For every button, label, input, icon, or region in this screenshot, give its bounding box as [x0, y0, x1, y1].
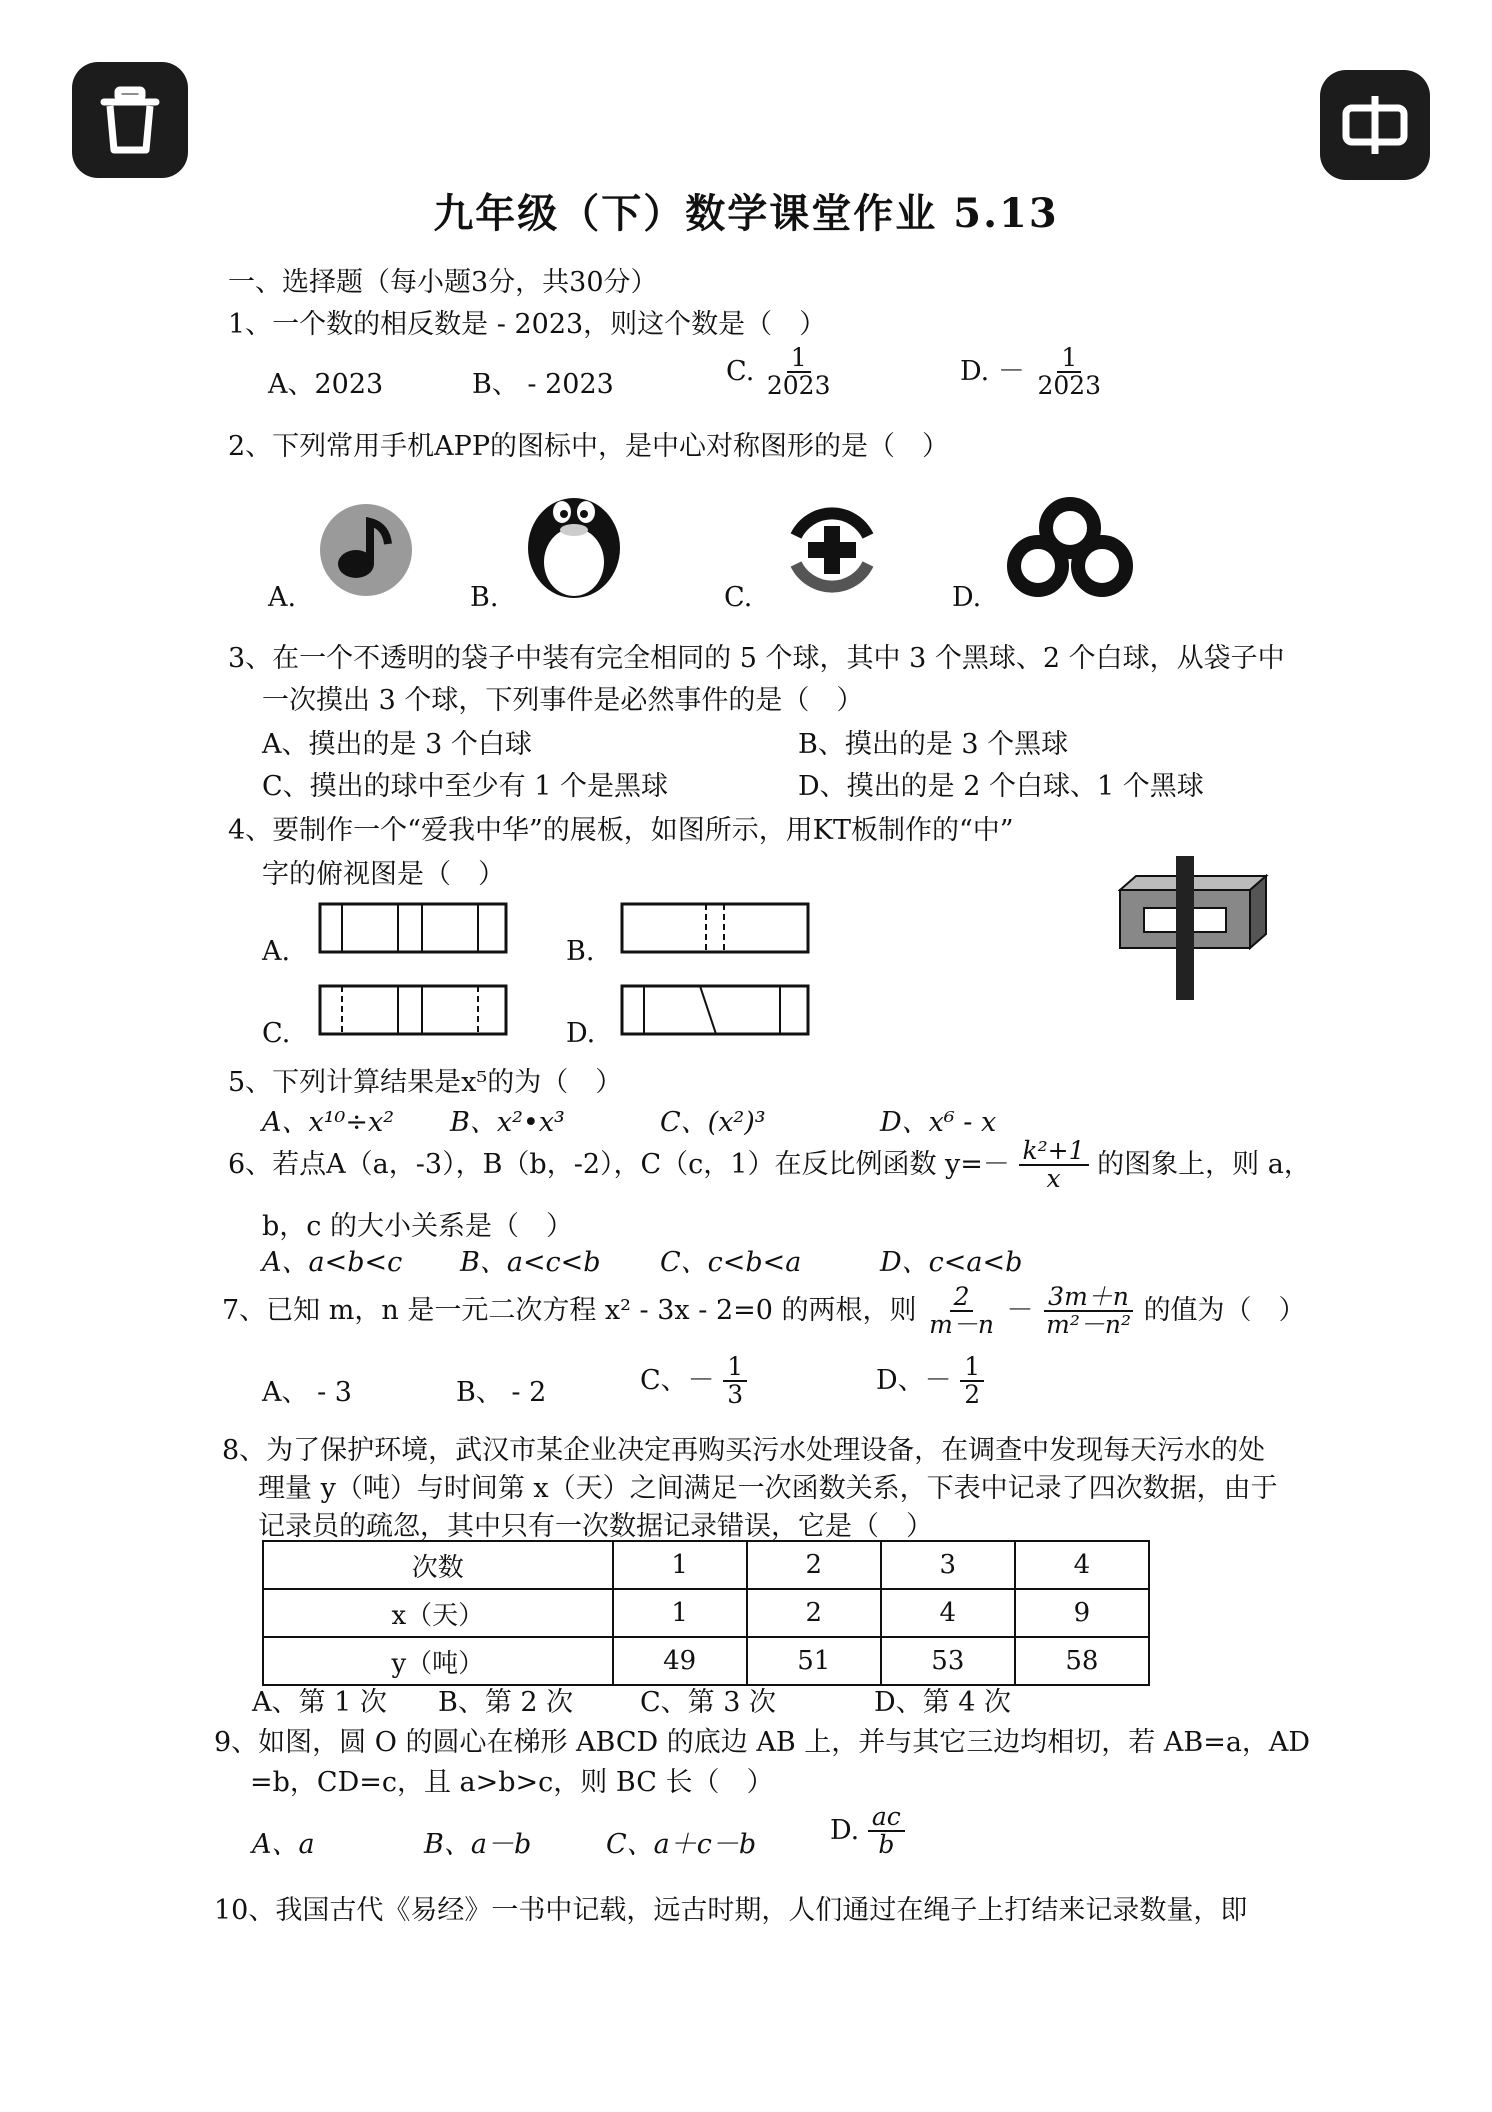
- chinese-input-icon: [1340, 92, 1410, 158]
- minus-sign: －: [1006, 1294, 1034, 1326]
- q4-option-d: D.: [566, 1018, 596, 1049]
- fraction-denominator: m²－n²: [1046, 1310, 1131, 1340]
- q1-option-d-fraction: [1033, 345, 1105, 400]
- fraction-numerator: 2: [950, 1284, 974, 1312]
- q4-option-b: B.: [566, 936, 595, 967]
- q6-option-b: B、a<c<b: [460, 1247, 601, 1278]
- q4-option-a-figure: [318, 900, 508, 956]
- q8-data-table: [262, 1540, 1150, 1686]
- q7-option-c-label: C、－: [640, 1364, 715, 1396]
- q9-option-d-label: D.: [830, 1814, 860, 1846]
- q9-stem-line1: 9、如图，圆 O 的圆心在梯形 ABCD 的底边 AB 上，并与其它三边均相切，若 AB=a，AD: [214, 1727, 1311, 1758]
- q2-stem: 2、下列常用手机APP的图标中，是中心对称图形的是（ ）: [228, 431, 950, 462]
- trash-icon: [98, 86, 162, 154]
- q1-option-c: [726, 345, 835, 400]
- q7-stem: [222, 1284, 1306, 1339]
- fraction-denominator: m－n: [929, 1310, 994, 1340]
- q2-option-c: C.: [724, 582, 753, 613]
- q3-stem-line2: 一次摸出 3 个球，下列事件是必然事件的是（ ）: [262, 685, 864, 716]
- q2-option-b: B.: [470, 582, 499, 613]
- table-cell: 58: [1015, 1637, 1149, 1685]
- q4-option-c-figure: [318, 982, 508, 1038]
- fraction-numerator: 1: [960, 1354, 984, 1382]
- q6-stem-line1: [228, 1138, 1311, 1193]
- q7-fraction-2: [1042, 1284, 1135, 1339]
- fraction-denominator: b: [878, 1830, 895, 1860]
- q10-stem-line1: 10、我国古代《易经》一书中记载，远古时期，人们通过在绳子上打结来记录数量，即: [214, 1895, 1248, 1926]
- q7-stem-suffix: 的值为（ ）: [1143, 1294, 1306, 1326]
- q3-option-a: A、摸出的是 3 个白球: [262, 729, 532, 760]
- fraction-numerator: 1: [1057, 345, 1081, 373]
- q8-option-d: D、第 4 次: [874, 1687, 1011, 1718]
- q9-option-b: B、a－b: [424, 1829, 532, 1860]
- q6-stem-suffix: 的图象上，则 a，: [1097, 1148, 1311, 1180]
- table-row: [263, 1589, 1149, 1637]
- q7-stem-prefix: 7、已知 m，n 是一元二次方程 x² - 3x - 2=0 的两根，则: [222, 1294, 917, 1326]
- fraction-numerator: 1: [723, 1354, 747, 1382]
- q5-stem: 5、下列计算结果是x⁵的为（ ）: [228, 1067, 623, 1098]
- q5-option-a: A、x¹⁰÷x²: [262, 1107, 395, 1138]
- table-cell: 51: [747, 1637, 881, 1685]
- q6-option-a: A、a<b<c: [262, 1247, 403, 1278]
- q6-option-d: D、c<a<b: [880, 1247, 1023, 1278]
- q1-option-d-label: D.: [960, 355, 990, 387]
- q7-option-d-fraction: [960, 1354, 984, 1409]
- delete-button[interactable]: [72, 62, 188, 178]
- q2-option-a: A.: [268, 582, 297, 613]
- q9-option-d-fraction: [868, 1804, 905, 1859]
- q6-stem-line2: b，c 的大小关系是（ ）: [262, 1211, 573, 1242]
- q9-stem-line2: =b，CD=c，且 a>b>c，则 BC 长（ ）: [250, 1767, 774, 1798]
- table-cell: 1: [613, 1541, 747, 1589]
- q8-option-a: A、第 1 次: [252, 1687, 387, 1718]
- q9-option-a: A、a: [252, 1829, 315, 1860]
- table-row: [263, 1541, 1149, 1589]
- q4-option-b-figure: [620, 900, 810, 956]
- q4-stem-line1: 4、要制作一个“爱我中华”的展板，如图所示，用KT板制作的“中”: [228, 815, 1014, 846]
- table-cell: 9: [1015, 1589, 1149, 1637]
- table-cell: x（天）: [263, 1589, 613, 1637]
- q7-option-c-fraction: [723, 1354, 747, 1409]
- q3-option-d: D、摸出的是 2 个白球、1 个黑球: [798, 771, 1204, 802]
- q7-fraction-1: [925, 1284, 998, 1339]
- q8-option-c: C、第 3 次: [640, 1687, 777, 1718]
- q5-option-c: C、(x²)³: [660, 1107, 766, 1138]
- q3-stem-line1: 3、在一个不透明的袋子中装有完全相同的 5 个球，其中 3 个黑球、2 个白球，从袋子中: [228, 643, 1285, 674]
- plus-app-icon: [782, 500, 882, 600]
- q6-stem-prefix: 6、若点A（a，-3），B（b，-2），C（c，1）在反比例函数 y=－: [228, 1148, 1010, 1180]
- table-cell: 4: [1015, 1541, 1149, 1589]
- page-title: 九年级（下）数学课堂作业 5.13: [433, 190, 1059, 237]
- q7-option-d-label: D、－: [876, 1364, 952, 1396]
- q3-option-c: C、摸出的球中至少有 1 个是黑球: [262, 771, 669, 802]
- q1-option-d: [960, 345, 1105, 400]
- table-cell: y（吨）: [263, 1637, 613, 1685]
- table-cell: 3: [881, 1541, 1015, 1589]
- q4-option-c: C.: [262, 1018, 291, 1049]
- fraction-denominator: 2: [964, 1380, 981, 1410]
- zhong-character-model: [1118, 854, 1278, 1004]
- q8-option-b: B、第 2 次: [438, 1687, 574, 1718]
- q7-option-d: [876, 1354, 984, 1409]
- table-cell: 2: [747, 1589, 881, 1637]
- q2-option-d: D.: [952, 582, 982, 613]
- table-cell: 2: [747, 1541, 881, 1589]
- q3-option-b: B、摸出的是 3 个黑球: [798, 729, 1069, 760]
- fraction-numerator: ac: [868, 1804, 905, 1832]
- fraction-numerator: k²+1: [1019, 1138, 1089, 1166]
- table-cell: 53: [881, 1637, 1015, 1685]
- minus-sign: －: [997, 355, 1025, 387]
- fraction-denominator: x: [1046, 1164, 1061, 1194]
- q8-stem-line3: 记录员的疏忽，其中只有一次数据记录错误，它是（ ）: [258, 1511, 933, 1542]
- penguin-app-icon: [522, 478, 626, 602]
- q4-stem-line2: 字的俯视图是（ ）: [262, 859, 505, 890]
- q1-stem: 1、一个数的相反数是 - 2023，则这个数是（ ）: [228, 309, 827, 340]
- music-app-icon: [316, 500, 416, 600]
- chinese-input-button[interactable]: [1320, 70, 1430, 180]
- q5-option-b: B、x²•x³: [450, 1107, 565, 1138]
- q8-stem-line2: 理量 y（吨）与时间第 x（天）之间满足一次函数关系，下表中记录了四次数据，由于: [258, 1473, 1278, 1504]
- table-row: [263, 1637, 1149, 1685]
- q1-option-b: B、 - 2023: [472, 369, 614, 400]
- q6-option-c: C、c<b<a: [660, 1247, 802, 1278]
- fraction-numerator: 3m＋n: [1044, 1284, 1133, 1312]
- cloud-app-icon: [1006, 496, 1136, 600]
- q7-option-a: A、 - 3: [262, 1377, 352, 1408]
- q5-option-d: D、x⁶ - x: [880, 1107, 997, 1138]
- q1-option-a: A、2023: [268, 369, 384, 400]
- fraction-denominator: 3: [727, 1380, 744, 1410]
- table-cell: 次数: [263, 1541, 613, 1589]
- q1-option-c-fraction: [763, 345, 835, 400]
- table-cell: 4: [881, 1589, 1015, 1637]
- q4-option-a: A.: [262, 936, 291, 967]
- q9-option-d: [830, 1804, 905, 1859]
- table-cell: 1: [613, 1589, 747, 1637]
- q6-function-fraction: [1019, 1138, 1089, 1193]
- table-cell: 49: [613, 1637, 747, 1685]
- fraction-denominator: 2023: [766, 371, 831, 401]
- q8-stem-line1: 8、为了保护环境，武汉市某企业决定再购买污水处理设备，在调查中发现每天污水的处: [222, 1435, 1266, 1466]
- q4-option-d-figure: [620, 982, 810, 1038]
- fraction-numerator: 1: [787, 345, 811, 373]
- q1-option-c-label: C.: [726, 355, 755, 387]
- q7-option-b: B、 - 2: [456, 1377, 547, 1408]
- q7-option-c: [640, 1354, 747, 1409]
- q9-option-c: C、a＋c－b: [606, 1829, 757, 1860]
- fraction-denominator: 2023: [1037, 371, 1102, 401]
- section-heading: 一、选择题（每小题3分，共30分）: [228, 267, 658, 298]
